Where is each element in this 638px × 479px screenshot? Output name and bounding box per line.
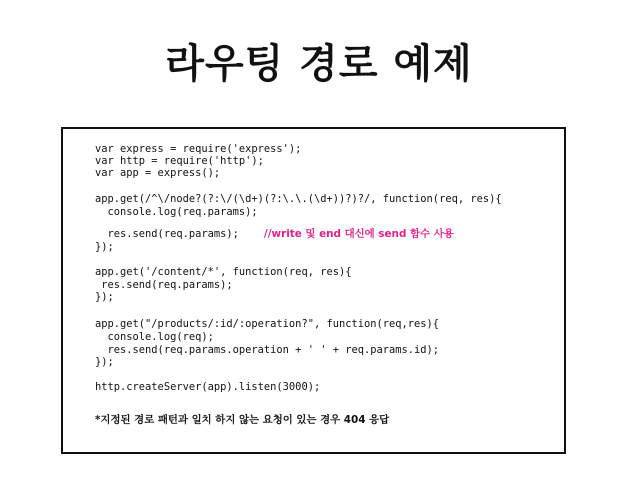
code-line: app.get(/^\/node?(?:\/(\d+)(?:\.\.(\d+))?)?/, function(req, res){ [95,193,502,205]
code-line: }); [95,291,114,303]
code-block [61,127,566,454]
code-line: var express = require('express'); [95,143,302,155]
code-line: }); [95,241,114,253]
code-line: var http = require('http'); [95,155,264,167]
code-line: res.send(req.params); [95,228,239,240]
code-line-with-comment [95,228,454,241]
code-line: res.send(req.params); [95,279,233,291]
code-line: app.get("/products/:id/:operation?", function(req,res){ [95,318,440,330]
code-line: http.createServer(app).listen(3000); [95,381,321,393]
code-comment: //write 및 end 대신에 send 함수 사용 [263,228,454,240]
code-line: app.get('/content/*', function(req, res){ [95,266,352,278]
code-line: console.log(req); [95,331,214,343]
code-line: }); [95,356,114,368]
code-line: console.log(req.params); [95,206,258,218]
code-line: res.send(req.params.operation + ' ' + req.params.id); [95,344,440,356]
footnote: *지정된 경로 패턴과 일치 하지 않는 요청이 있는 경우 404 응답 [95,414,390,426]
code-line: var app = express(); [95,167,221,179]
slide-title: 라우팅 경로 예제 [165,41,473,87]
